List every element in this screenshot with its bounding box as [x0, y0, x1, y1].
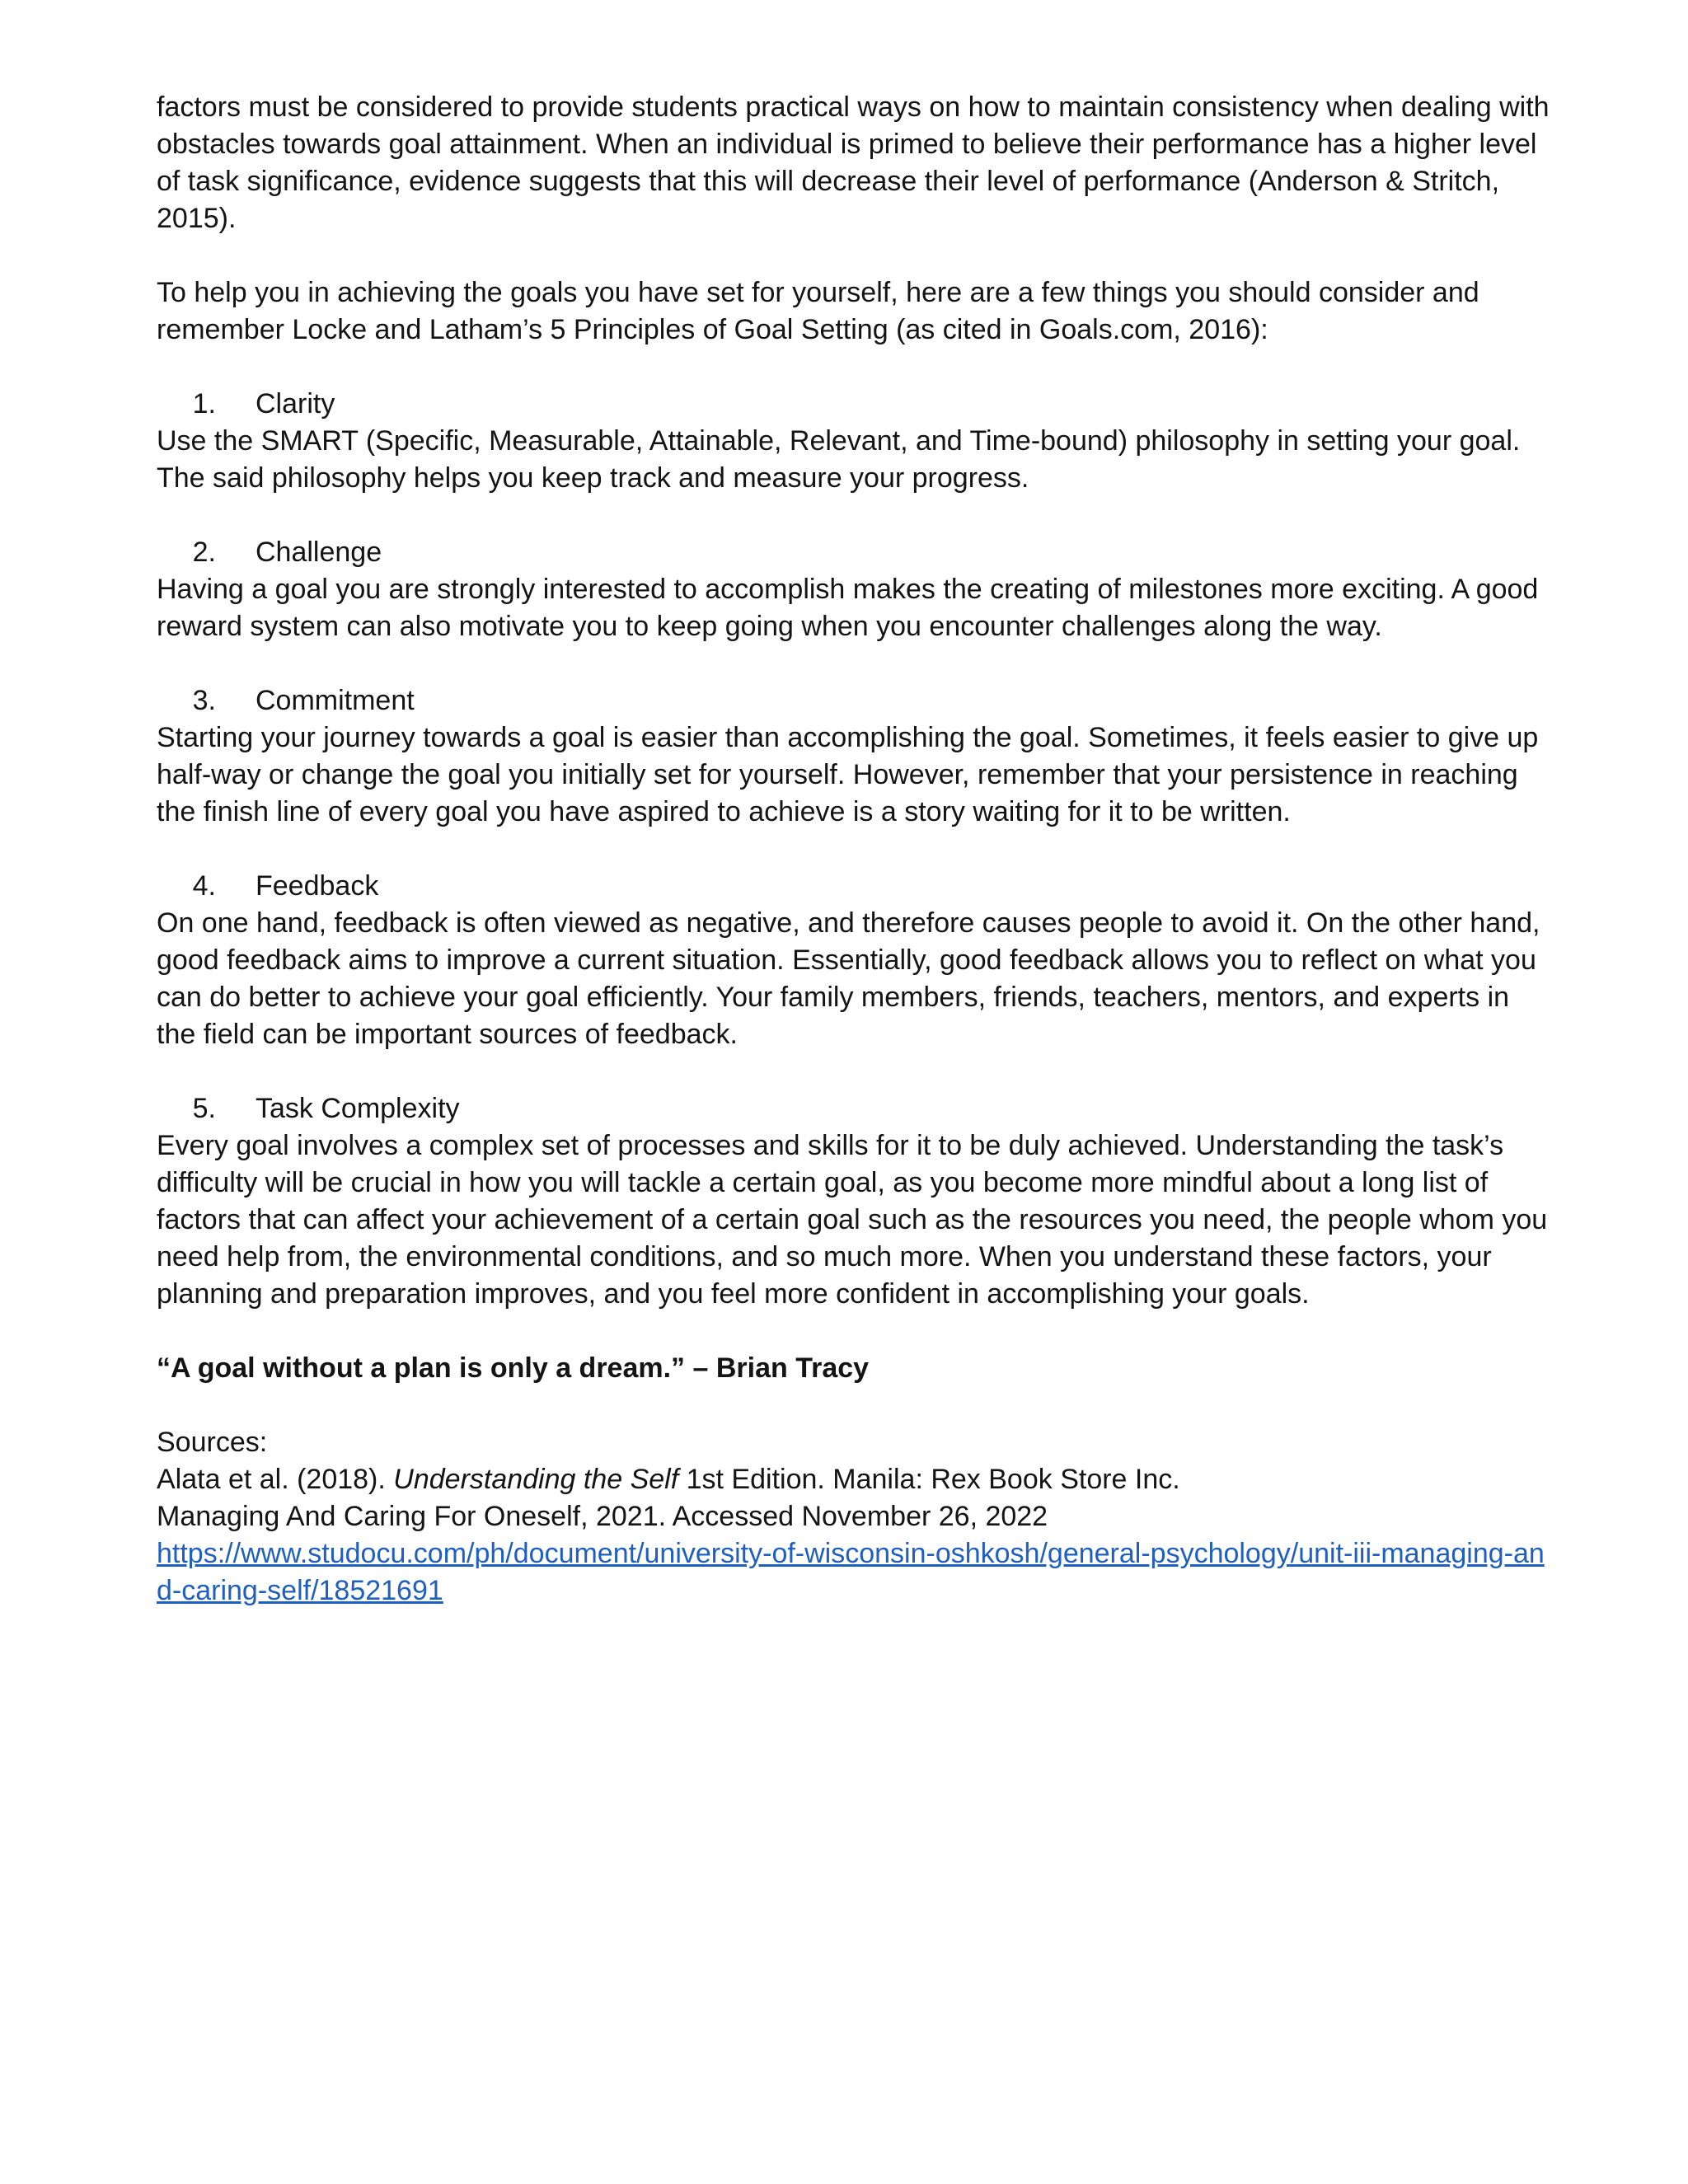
principle-heading — [157, 386, 1550, 423]
principle-commitment — [157, 682, 1550, 831]
principle-task-complexity — [157, 1090, 1550, 1313]
spacer — [157, 1053, 1550, 1090]
source-1-suffix: 1st Edition. Manila: Rex Book Store Inc. — [678, 1464, 1180, 1495]
principle-body: Having a goal you are strongly interested to accomplish makes the creating of milestones more exciting. A good reward system can also motivate you to keep going when you encounter challenges along the way. — [157, 574, 1539, 642]
intro-paragraph-1: factors must be considered to provide students practical ways on how to maintain consistency when dealing with obstacles towards goal attainment. When an individual is primed to believe their performance has a higher level of task significance, evidence suggests that this will decrease their level of performance (Anderson & Stritch, 2015). — [157, 91, 1550, 234]
principle-body: On one hand, feedback is often viewed as negative, and therefore causes people to avoid it. On the other hand, good feedback aims to improve a current situation. Essentially, good feedback allows you to reflect on what you can do better to achieve your goal efficiently. Your family members, friends, teachers, mentors, and experts in the field can be important sources of feedback. — [157, 907, 1540, 1050]
source-2-link[interactable]: https://www.studocu.com/ph/document/university-of-wisconsin-oshkosh/general-psychology/unit-iii-managing-and-caring-self/18521691 — [157, 1538, 1545, 1606]
principle-title: Clarity — [256, 388, 335, 419]
principle-clarity — [157, 386, 1550, 497]
quote: “A goal without a plan is only a dream.” – Brian Tracy — [157, 1352, 870, 1384]
principle-number: 2. — [192, 537, 216, 568]
principle-number: 1. — [192, 388, 216, 419]
principle-title: Feedback — [256, 870, 379, 902]
source-1-title: Understanding the Self — [393, 1464, 679, 1495]
source-1 — [157, 1461, 1550, 1498]
principle-body: Every goal involves a complex set of processes and skills for it to be duly achieved. Understanding the task’s difficulty will be crucial in how you will tackle a certain goal, as you become more mindful about a long list of factors that can affect your achievement of a certain goal such as the resources you need, the people whom you need help from, the environmental conditions, and so much more. When you understand these factors, your planning and preparation improves, and you feel more confident in accomplishing your goals. — [157, 1130, 1548, 1310]
spacer — [157, 349, 1550, 386]
principle-body: Starting your journey towards a goal is easier than accomplishing the goal. Sometimes, it feels easier to give up half-way or change the goal you initially set for yourself. However, remember that your persistence in reaching the finish line of every goal you have aspired to achieve is a story waiting for it to be written. — [157, 722, 1539, 827]
spacer — [157, 497, 1550, 534]
spacer — [157, 831, 1550, 868]
principle-title: Task Complexity — [256, 1093, 460, 1124]
sources-section — [157, 1424, 1550, 1610]
spacer — [157, 237, 1550, 274]
principle-body: Use the SMART (Specific, Measurable, Attainable, Relevant, and Time-bound) philosophy in setting your goal. The said philosophy helps you keep track and measure your progress. — [157, 425, 1521, 494]
principle-number: 5. — [192, 1093, 216, 1124]
principle-title: Challenge — [256, 537, 382, 568]
principle-heading — [157, 534, 1550, 571]
source-2-link-line — [157, 1535, 1550, 1610]
principle-heading — [157, 1090, 1550, 1127]
intro-paragraph-2: To help you in achieving the goals you have set for yourself, here are a few things you should consider and remember Locke and Latham’s 5 Principles of Goal Setting (as cited in Goals.com, 2016): — [157, 277, 1479, 345]
principle-number: 3. — [192, 685, 216, 716]
principle-heading — [157, 868, 1550, 905]
sources-heading: Sources: — [157, 1427, 268, 1458]
principle-heading — [157, 682, 1550, 719]
principle-number: 4. — [192, 870, 216, 902]
source-1-prefix: Alata et al. (2018). — [157, 1464, 394, 1495]
principle-title: Commitment — [256, 685, 415, 716]
spacer — [157, 1313, 1550, 1350]
principle-challenge — [157, 534, 1550, 645]
document-page — [157, 89, 1550, 1610]
source-2: Managing And Caring For Oneself, 2021. Accessed November 26, 2022 — [157, 1501, 1048, 1532]
principle-feedback — [157, 868, 1550, 1053]
spacer — [157, 1387, 1550, 1424]
spacer — [157, 645, 1550, 682]
